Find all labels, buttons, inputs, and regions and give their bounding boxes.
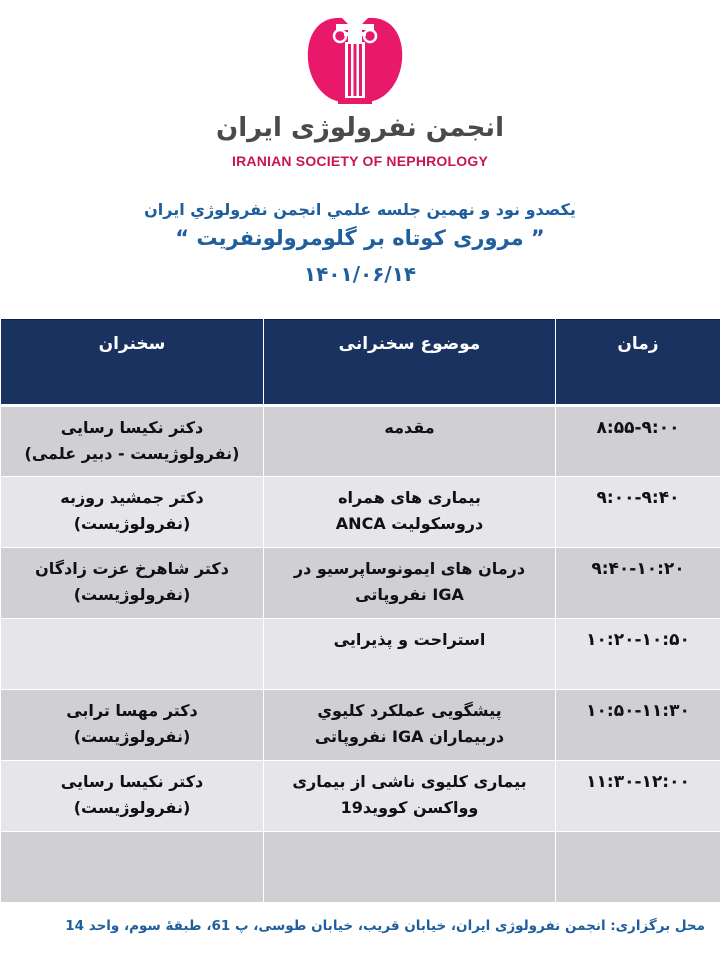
table-row <box>1 619 720 690</box>
cell-time: ۸:۵۵-۹:۰۰ <box>556 406 720 477</box>
cell-speaker: دكتر نكيسا رسايی (نفرولوژيست - دبير علمی) <box>1 406 264 477</box>
table-row <box>1 690 720 761</box>
session-date: ۱۴۰۱/۰۶/۱۴ <box>303 262 417 286</box>
program-table <box>0 319 720 903</box>
table-row <box>1 406 720 477</box>
cell-topic: بیماری کلیوی ناشی از بیماری وواکسن کووید19 <box>264 761 556 832</box>
venue-footer: محل برگزاری: انجمن نفرولوژی ایران، خیابان قریب، خیابان طوسی، پ 61، طبقۀ سوم، واحد 14 <box>65 918 705 934</box>
logo <box>0 0 720 180</box>
table-row <box>1 477 720 548</box>
cell-time: ۱۱:۳۰-۱۲:۰۰ <box>556 761 720 832</box>
cell-topic: استراحت و پذیرایی <box>264 619 556 690</box>
cell-speaker <box>1 832 264 903</box>
header-speaker: سخنران <box>1 320 264 406</box>
logo-persian-name: انجمن نفرولوژی ایران <box>216 113 504 143</box>
cell-topic: بیماری های همراه دروسکولیت ANCA <box>264 477 556 548</box>
session-title: يكصدو نود و نهمين جلسه علمي انجمن نفرولوژي ايران <box>144 200 576 219</box>
cell-time: ۹:۰۰-۹:۴۰ <box>556 477 720 548</box>
cell-topic: پیشگویی عملکرد کلیوي دربیماران IGA نفروپاتی <box>264 690 556 761</box>
header-topic: موضوع سخنرانی <box>264 320 556 406</box>
cell-topic <box>264 832 556 903</box>
cell-topic: درمان های ایمونوساپرسیو در IGA نفروپاتی <box>264 548 556 619</box>
table-header-row <box>1 320 720 406</box>
cell-speaker <box>1 619 264 690</box>
cell-speaker: دكتر مهسا ترابی (نفرولوژيست) <box>1 690 264 761</box>
cell-time: ۹:۴۰-۱۰:۲۰ <box>556 548 720 619</box>
table-row <box>1 832 720 903</box>
header-time: زمان <box>556 320 720 406</box>
cell-time <box>556 832 720 903</box>
table-row <box>1 548 720 619</box>
cell-time: ۱۰:۵۰-۱۱:۳۰ <box>556 690 720 761</box>
logo-english-name: IRANIAN SOCIETY OF NEPHROLOGY <box>231 153 488 169</box>
cell-speaker: دكتر جمشید روزبه (نفرولوژيست) <box>1 477 264 548</box>
table-row <box>1 761 720 832</box>
session-topic: ” مروری کوتاه بر گلومرولونفریت “ <box>175 226 545 250</box>
cell-topic: مقدمه <box>264 406 556 477</box>
cell-speaker: دكتر نكيسا رسايی (نفرولوژيست) <box>1 761 264 832</box>
kidney-column-logo-icon <box>300 10 410 120</box>
cell-time: ۱۰:۲۰-۱۰:۵۰ <box>556 619 720 690</box>
cell-speaker: دكتر شاهرخ عزت زادگان (نفرولوژيست) <box>1 548 264 619</box>
